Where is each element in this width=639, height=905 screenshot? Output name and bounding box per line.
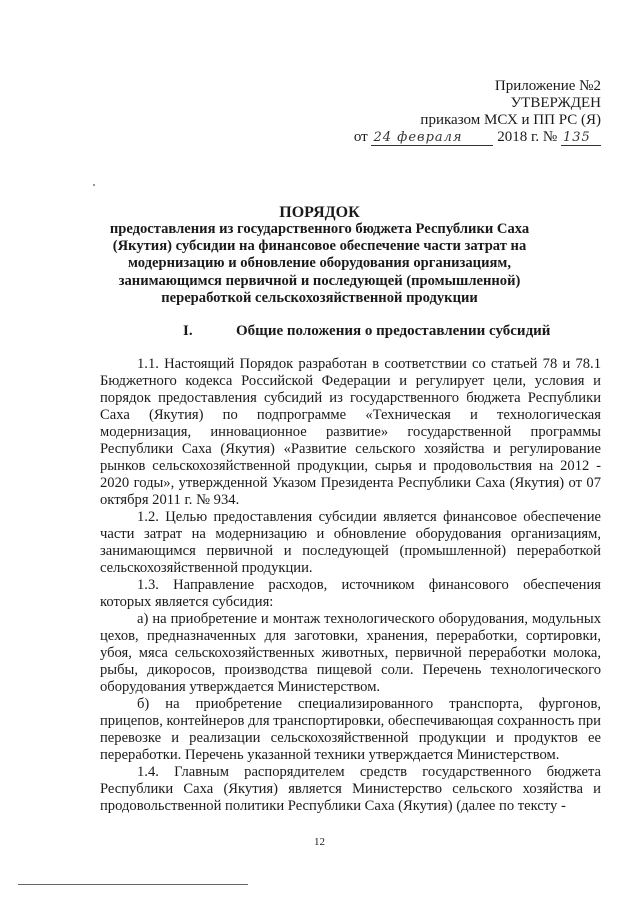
order-date-line: [354, 129, 601, 146]
body-text: [100, 356, 601, 815]
subtitle-line: предоставления из государственного бюджета Республики Саха: [109, 221, 530, 237]
paragraph-1-4: 1.4. Главным распорядителем средств государственного бюджета Республики Саха (Якутия) является Министерство сельского хозяйства и продовольственной политики Республики Саха (Якутия) (далее по тексту -: [100, 764, 601, 814]
page-number: 12: [314, 836, 325, 848]
handwritten-number: 135: [561, 131, 601, 146]
subtitle-line: занимающимся первичной и последующей (промышленной): [118, 272, 521, 289]
approved-label: УТВЕРЖДЕН: [510, 95, 601, 111]
section-title: Общие положения о предоставлении субсидий: [236, 323, 551, 339]
paragraph-1-2: 1.2. Целью предоставления субсидии является финансовое обеспечение части затрат на модернизацию и обновление оборудования организациям, занимающимся первичной и последующей (промышленной) переработкой сельскохозяйственной продукции.: [100, 509, 601, 576]
paragraph-1-3: 1.3. Направление расходов, источником финансового обеспечения которых является субсидия:: [100, 577, 601, 610]
subtitle-line: (Якутия) субсидии на финансовое обеспечение части затрат на: [112, 238, 527, 255]
appendix-label: Приложение №2: [494, 78, 601, 94]
year-label: 2018 г. №: [497, 129, 558, 145]
paragraph-1-1: 1.1. Настоящий Порядок разработан в соответствии со статьей 78 и 78.1 Бюджетного кодекса Российской Федерации и регулирует цели, условия и порядок предоставления субсидий из государственного бюджета Республики Саха (Якутия) по подпрограмме «Техническая и технологическая модернизация, инновационное развитие» государственной программы Республики Саха (Якутия) «Развитие сельского хозяйства и регулирование рынков сельскохозяйственной продукции, сырья и продовольствия на 2012 - 2020 годы», утвержденной Указом Президента Республики Саха (Якутия) от 07 октября 2011 г. № 934.: [100, 356, 601, 508]
paragraph-1-3-a: а) на приобретение и монтаж технологического оборудования, модульных цехов, предназначенных для заготовки, хранения, переработки, сортировки, убоя, мяса сельскохозяйственных животных, первичной переработки молока, рыбы, дикоросов, производства пищевой соли. Перечень технологического оборудования утверждается Министерством.: [100, 611, 601, 695]
footer-rule: [18, 884, 248, 885]
order-label: приказом МСХ и ПП РС (Я): [420, 112, 601, 128]
handwritten-date: 24 февраля: [371, 131, 493, 146]
subtitle-line: переработкой сельскохозяйственной продукции: [161, 289, 478, 306]
from-label: от: [353, 129, 368, 145]
paragraph-1-3-b: б) на приобретение специализированного транспорта, фургонов, прицепов, контейнеров для транспортировки, обеспечивающая сохранность при перевозке и реализации сельскохозяйственной продукции и продуктов ее переработки. Перечень указанной техники утверждается Министерством.: [100, 696, 601, 763]
subtitle-line: модернизацию и обновление оборудования организациям,: [128, 255, 511, 272]
document-subtitle: [0, 221, 639, 307]
section-number: I.: [183, 323, 193, 339]
document-title: ПОРЯДОК: [279, 204, 360, 221]
scan-speck: [93, 184, 95, 186]
